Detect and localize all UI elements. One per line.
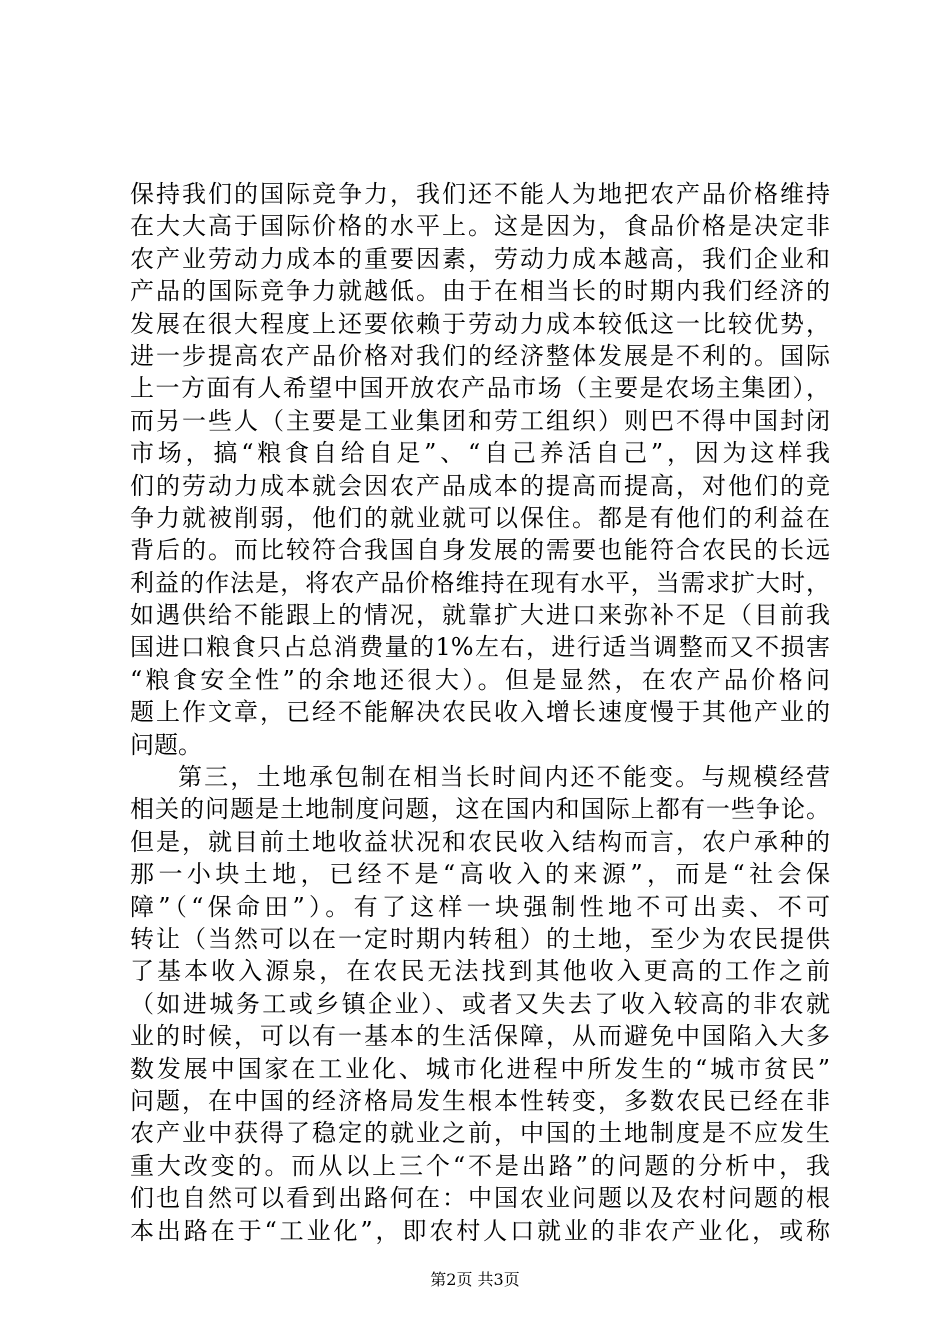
text-line: 产品的国际竞争力就越低。由于在相当长的时期内我们经济的 <box>130 277 830 306</box>
text-line: 业的时候，可以有一基本的生活保障，从而避免中国陷入大多 <box>130 1022 830 1051</box>
text-line: 题上作文章，已经不能解决农民收入增长速度慢于其他产业的 <box>130 698 830 727</box>
text-line: 相关的问题是土地制度问题，这在国内和国际上都有一些争论。 <box>130 795 830 824</box>
text-line: 问题，在中国的经济格局发生根本性转变，多数农民已经在非 <box>130 1086 830 1115</box>
paragraph-start-line: 第三，土地承包制在相当长时间内还不能变。与规模经营 <box>178 763 830 792</box>
text-line: 争力就被削弱，他们的就业就可以保住。都是有他们的利益在 <box>130 503 830 532</box>
text-line: 们也自然可以看到出路何在：中国农业问题以及农村问题的根 <box>130 1184 830 1213</box>
text-line: 们的劳动力成本就会因农产品成本的提高而提高，对他们的竞 <box>130 471 830 500</box>
text-line: 在大大高于国际价格的水平上。这是因为，食品价格是决定非 <box>130 212 830 241</box>
text-line: 而另一些人（主要是工业集团和劳工组织）则巴不得中国封闭 <box>130 406 830 435</box>
text-line: （如进城务工或乡镇企业）、或者又失去了收入较高的非农就 <box>130 989 830 1018</box>
text-line: 数发展中国家在工业化、城市化进程中所发生的“城市贫民” <box>130 1054 830 1083</box>
text-line: 农产业中获得了稳定的就业之前，中国的土地制度是不应发生 <box>130 1119 830 1148</box>
body-text <box>130 178 830 1247</box>
text-line: 问题。 <box>130 730 202 759</box>
text-line: 市场，搞“粮食自给自足”、“自己养活自己”，因为这样我 <box>130 439 830 468</box>
page-number-label: 第2页 共3页 <box>430 1270 520 1289</box>
text-line: 发展在很大程度上还要依赖于劳动力成本较低这一比较优势， <box>130 309 830 338</box>
text-line: 国进口粮食只占总消费量的1%左右，进行适当调整而又不损害 <box>130 633 830 662</box>
text-line: 农产业劳动力成本的重要因素，劳动力成本越高，我们企业和 <box>130 244 830 273</box>
text-line: 障”（“保命田”）。有了这样一块强制性地不可出卖、不可 <box>130 892 830 921</box>
text-line: 那一小块土地，已经不是“高收入的来源”，而是“社会保 <box>130 860 830 889</box>
text-line: 重大改变的。而从以上三个“不是出路”的问题的分析中，我 <box>130 1151 830 1180</box>
text-line: 本出路在于“工业化”，即农村人口就业的非农产业化，或称 <box>130 1216 830 1245</box>
text-line: 进一步提高农产品价格对我们的经济整体发展是不利的。国际 <box>130 341 830 370</box>
text-line: 但是，就目前土地收益状况和农民收入结构而言，农户承种的 <box>130 827 830 856</box>
text-line: 保持我们的国际竞争力，我们还不能人为地把农产品价格维持 <box>130 180 830 208</box>
text-line: “粮食安全性”的余地还很大）。但是显然，在农产品价格问 <box>130 665 830 694</box>
text-line: 转让（当然可以在一定时期内转租）的土地，至少为农民提供 <box>130 924 830 953</box>
text-line: 了基本收入源泉，在农民无法找到其他收入更高的工作之前 <box>130 957 830 986</box>
text-line: 利益的作法是，将农产品价格维持在现有水平，当需求扩大时， <box>130 568 830 597</box>
text-line: 如遇供给不能跟上的情况，就靠扩大进口来弥补不足（目前我 <box>130 601 830 630</box>
page-footer <box>0 1270 950 1290</box>
text-line: 背后的。而比较符合我国自身发展的需要也能符合农民的长远 <box>130 536 830 565</box>
text-line: 上一方面有人希望中国开放农产品市场（主要是农场主集团）， <box>130 374 830 403</box>
